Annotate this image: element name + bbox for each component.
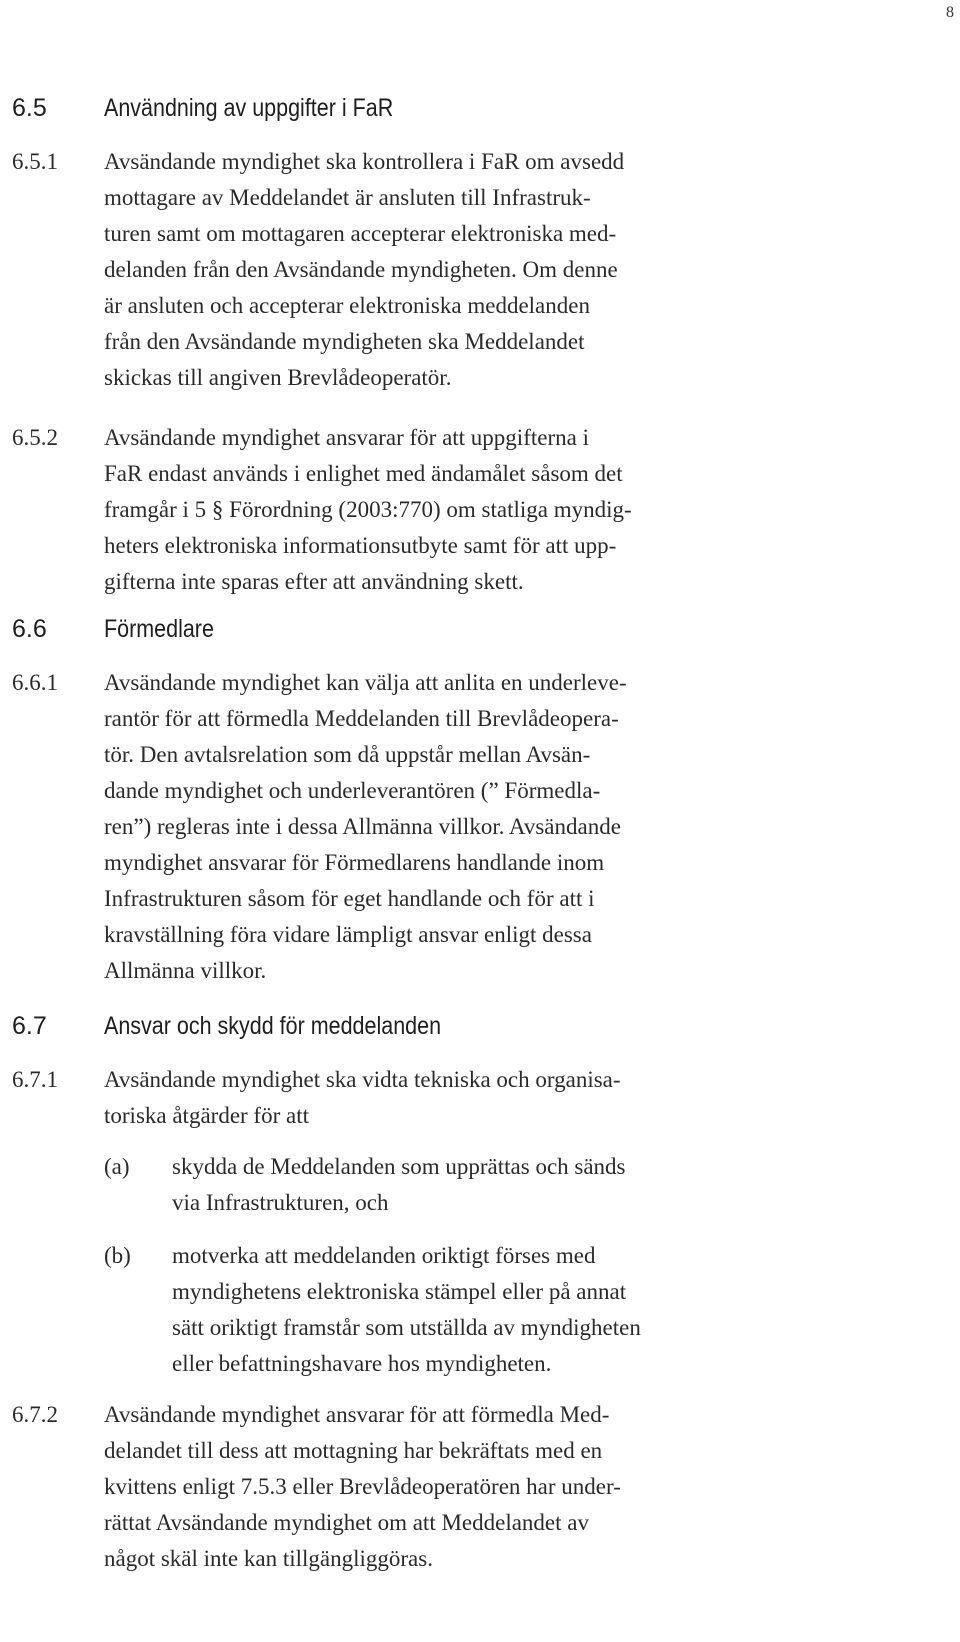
- section-title: Användning av uppgifter i FaR: [104, 94, 394, 122]
- paragraph-line: turen samt om mottagaren accepterar elektroniska med-: [104, 221, 617, 246]
- paragraph-line: Avsändande myndighet ansvarar för att uppgifterna i: [104, 425, 589, 450]
- paragraph-line: dande myndighet och underleverantören (” Förmedla-: [104, 778, 601, 803]
- paragraph-number: 6.5.2: [12, 425, 58, 450]
- paragraph-6-7-2: [12, 1397, 942, 1577]
- paragraph-6-6-1: [12, 665, 942, 989]
- paragraph-line: myndighet ansvarar för Förmedlarens handlande inom: [104, 850, 605, 875]
- paragraph-6-5-2: [12, 420, 942, 600]
- paragraph-line: delanden från den Avsändande myndigheten. Om denne: [104, 257, 618, 282]
- paragraph-line: FaR endast används i enlighet med ändamålet såsom det: [104, 461, 623, 486]
- paragraph-line: något skäl inte kan tillgängliggöras.: [104, 1546, 433, 1571]
- list-item-b: [104, 1238, 934, 1382]
- paragraph-line: rättat Avsändande myndighet om att Meddelandet av: [104, 1510, 589, 1535]
- section-title: Förmedlare: [104, 615, 214, 643]
- paragraph-line: Avsändande myndighet kan välja att anlita en underleve-: [104, 670, 627, 695]
- paragraph-number: 6.5.1: [12, 149, 58, 174]
- paragraph-line: är ansluten och accepterar elektroniska meddelanden: [104, 293, 590, 318]
- paragraph-number: 6.7.1: [12, 1067, 58, 1092]
- section-number: 6.6: [12, 615, 47, 643]
- paragraph-line: Avsändande myndighet ansvarar för att förmedla Med-: [104, 1402, 610, 1427]
- section-heading-6-7: [12, 1012, 496, 1041]
- paragraph-line: toriska åtgärder för att: [104, 1103, 309, 1128]
- list-item-line: via Infrastrukturen, och: [172, 1190, 389, 1215]
- paragraph-number: 6.7.2: [12, 1402, 58, 1427]
- list-item-line: skydda de Meddelanden som upprättas och sänds: [172, 1154, 626, 1179]
- paragraph-line: ren”) regleras inte i dessa Allmänna villkor. Avsändande: [104, 814, 621, 839]
- paragraph-6-5-1: [12, 144, 942, 396]
- paragraph-line: Avsändande myndighet ska kontrollera i FaR om avsedd: [104, 149, 625, 174]
- list-item-line: eller befattningshavare hos myndigheten.: [172, 1351, 552, 1376]
- list-item-label: (b): [104, 1243, 131, 1268]
- paragraph-line: tör. Den avtalsrelation som då uppstår mellan Avsän-: [104, 742, 591, 767]
- paragraph-line: från den Avsändande myndigheten ska Meddelandet: [104, 329, 585, 354]
- paragraph-line: Allmänna villkor.: [104, 958, 267, 983]
- section-title: Ansvar och skydd för meddelanden: [104, 1012, 442, 1040]
- list-item-line: myndighetens elektroniska stämpel eller på annat: [172, 1279, 627, 1304]
- paragraph-line: kvittens enligt 7.5.3 eller Brevlådeoperatören har under-: [104, 1474, 621, 1499]
- page-number: 8: [946, 4, 954, 21]
- section-number: 6.5: [12, 94, 47, 122]
- paragraph-line: skickas till angiven Brevlådeoperatör.: [104, 365, 452, 390]
- paragraph-number: 6.6.1: [12, 670, 58, 695]
- paragraph-line: heters elektroniska informationsutbyte samt för att upp-: [104, 533, 617, 558]
- section-heading-6-5: [12, 94, 440, 123]
- section-number: 6.7: [12, 1012, 47, 1040]
- paragraph-line: gifterna inte sparas efter att användning skett.: [104, 569, 524, 594]
- paragraph-line: framgår i 5 § Förordning (2003:770) om statliga myndig-: [104, 497, 632, 522]
- paragraph-line: Infrastrukturen såsom för eget handlande och för att i: [104, 886, 595, 911]
- paragraph-6-7-1: [12, 1062, 942, 1134]
- section-heading-6-6: [12, 615, 232, 644]
- paragraph-line: kravställning föra vidare lämpligt ansvar enligt dessa: [104, 922, 592, 947]
- list-item-a: [104, 1149, 934, 1221]
- list-item-line: sätt oriktigt framstår som utställda av myndigheten: [172, 1315, 641, 1340]
- paragraph-line: delandet till dess att mottagning har bekräftats med en: [104, 1438, 603, 1463]
- paragraph-line: mottagare av Meddelandet är ansluten till Infrastruk-: [104, 185, 591, 210]
- list-item-line: motverka att meddelanden oriktigt förses med: [172, 1243, 596, 1268]
- paragraph-line: Avsändande myndighet ska vidta tekniska och organisa-: [104, 1067, 621, 1092]
- list-item-label: (a): [104, 1154, 130, 1179]
- paragraph-line: rantör för att förmedla Meddelanden till Brevlådeopera-: [104, 706, 619, 731]
